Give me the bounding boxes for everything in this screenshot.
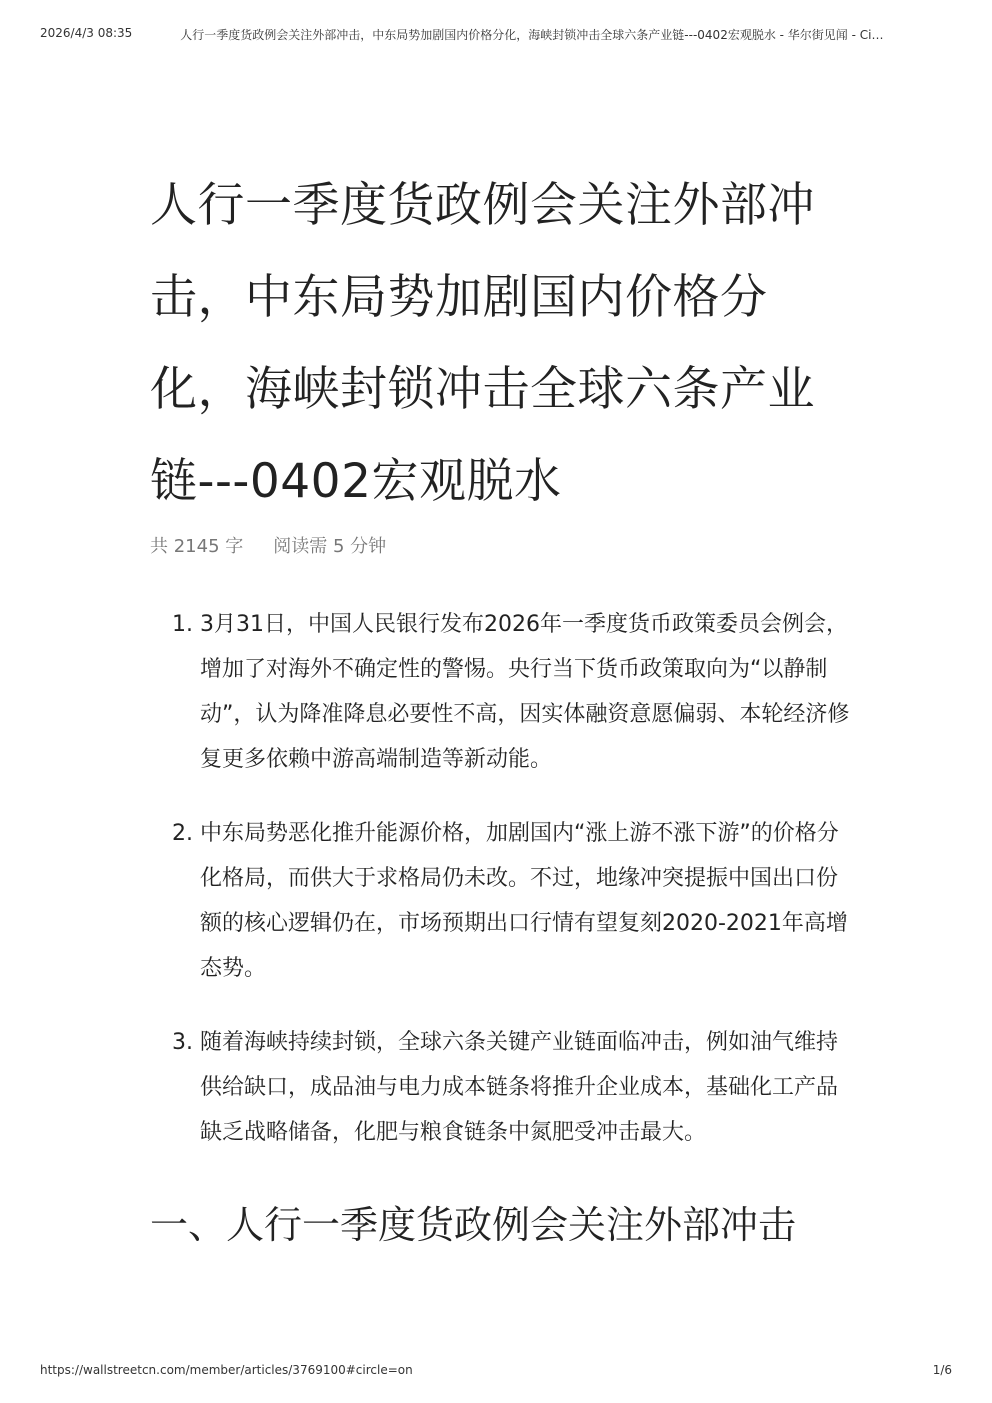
- article-title: 人行一季度货政例会关注外部冲击，中东局势加剧国内价格分化，海峡封锁冲击全球六条产业链---0402宏观脱水: [150, 178, 815, 509]
- article-meta: [150, 532, 850, 558]
- print-footer: [40, 1363, 952, 1377]
- list-item-number: 3.: [172, 1030, 193, 1055]
- read-time: 阅读需 5 分钟: [273, 536, 387, 557]
- list-item-text: 3月31日，中国人民银行发布2026年一季度货币政策委员会例会，增加了对海外不确定性的警惕。央行当下货币政策取向为“以静制动”，认为降准降息必要性不高，因实体融资意愿偏弱、本轮经济修复更多依赖中游高端制造等新动能。: [200, 612, 850, 772]
- list-item: [150, 811, 850, 991]
- section-heading: 一、人行一季度货政例会关注外部冲击: [150, 1203, 797, 1247]
- list-item-number: 2.: [172, 821, 193, 846]
- word-count: 共 2145 字: [150, 536, 244, 557]
- page-url: https://wallstreetcn.com/member/articles/3769100#circle=on: [40, 1363, 413, 1377]
- print-header: [40, 26, 952, 43]
- list-item-text: 随着海峡持续封锁，全球六条关键产业链面临冲击，例如油气维持供给缺口，成品油与电力成本链条将推升企业成本，基础化工产品缺乏战略储备，化肥与粮食链条中氮肥受冲击最大。: [200, 1030, 839, 1145]
- list-item: [150, 1020, 850, 1155]
- list-item-text: 中东局势恶化推升能源价格，加剧国内“涨上游不涨下游”的价格分化格局，而供大于求格局仍未改。不过，地缘冲突提振中国出口份额的核心逻辑仍在，市场预期出口行情有望复刻2020-2021年高增态势。: [200, 821, 848, 981]
- list-item: [150, 602, 850, 782]
- article: [150, 160, 850, 1255]
- page-number: 1/6: [932, 1363, 952, 1377]
- summary-list: [150, 602, 850, 1155]
- print-datetime: 2026/4/3 08:35: [40, 26, 133, 40]
- print-page-title: 人行一季度货政例会关注外部冲击，中东局势加剧国内价格分化，海峡封锁冲击全球六条产业链---0402宏观脱水 - 华尔街见闻 - Ci…: [180, 28, 884, 42]
- list-item-number: 1.: [172, 612, 193, 637]
